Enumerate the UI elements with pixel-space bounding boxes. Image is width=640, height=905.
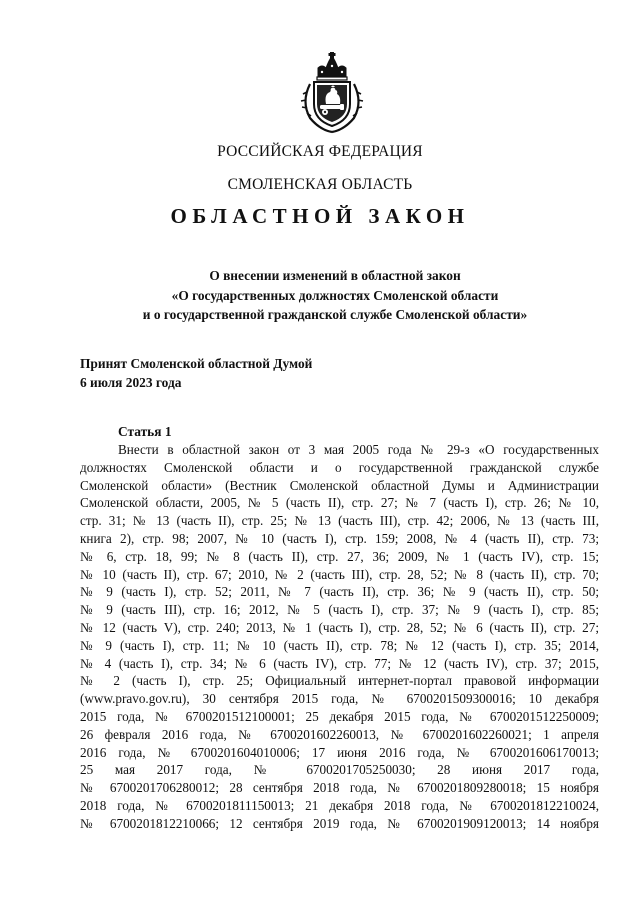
- region-heading: СМОЛЕНСКАЯ ОБЛАСТЬ: [227, 176, 413, 193]
- article-text-line: № 6, стр. 18, 99; № 8 (часть II), стр. 27, 36; 2009, № 1 (часть IV), стр. 15;: [80, 548, 599, 564]
- law-subject-line: «О государственных должностях Смоленской области: [171, 287, 499, 303]
- article-text-line: № 2 (часть I), стр. 25; Официальный интернет-портал правовой информации: [80, 673, 599, 689]
- article-text-line: 2015 года, № 6700201512100001; 25 декабря 2015 года, № 6700201512250009;: [80, 708, 599, 724]
- article-text-line: 25 мая 2017 года, № 6700201705250030; 28 июня 2017 года,: [80, 762, 599, 778]
- adoption-info: [80, 354, 312, 392]
- article-text-line: № 6700201706280012; 28 сентября 2018 года, № 6700201809280018; 15 ноября: [80, 780, 599, 796]
- law-subject-line: и о государственной гражданской службе Смоленской области»: [142, 307, 528, 322]
- article-text-line: должностях Смоленской области и о государственной гражданской службе: [80, 459, 599, 475]
- smolensk-coat-of-arms-icon: [298, 52, 366, 134]
- article-text-line: 2018 года, № 6700201811150013; 21 декабря 2018 года, № 6700201812210024,: [80, 797, 599, 813]
- article-text-line: (www.pravo.gov.ru), 30 сентября 2015 года, № 6700201509300016; 10 декабря: [80, 691, 599, 707]
- article-text-line: стр. 31; № 13 (часть II), стр. 25; № 13 (часть III), стр. 42; 2006, № 13 (часть III,: [80, 513, 599, 529]
- article-text-line: Смоленской области, 2005, № 5 (часть II), стр. 27; № 7 (часть I), стр. 26; № 10,: [80, 495, 599, 511]
- article-heading: Статья 1: [118, 424, 172, 439]
- article-text-line: № 6700201812210066; 12 сентября 2019 года, № 6700201909120013; 14 ноября: [80, 815, 599, 831]
- article-text-line: Смоленской области» (Вестник Смоленской областной Думы и Администрации: [80, 477, 599, 493]
- crown-icon: [317, 52, 347, 80]
- article-text-line: № 10 (часть II), стр. 67; 2010, № 2 (часть III), стр. 28, 52; № 8 (часть II), стр. 70;: [80, 566, 599, 582]
- document-type-title: ОБЛАСТНОЙ ЗАКОН: [170, 204, 470, 228]
- article-text-line: № 12 (часть V), стр. 240; 2013, № 1 (часть I), стр. 28, 52; № 6 (часть II), стр. 27;: [80, 619, 599, 635]
- article-text-line: книга 2), стр. 98; 2007, № 10 (часть I), стр. 159; 2008, № 4 (часть II), стр. 73;: [80, 530, 599, 546]
- law-subject-line: О внесении изменений в областной закон: [209, 268, 461, 283]
- law-subject: [40, 266, 630, 325]
- adoption-date: 6 июля 2023 года: [80, 375, 182, 390]
- article-text-line: 2016 года, № 6700201604010006; 17 июня 2016 года, № 6700201606170013;: [80, 744, 599, 760]
- article-text-line: № 9 (часть I), стр. 11; № 10 (часть II), стр. 78; № 12 (часть I), стр. 35; 2014,: [80, 637, 599, 653]
- article-text-line: № 9 (часть I), стр. 52; 2011, № 7 (часть II), стр. 36; № 9 (часть II), стр. 50;: [80, 584, 599, 600]
- article-text-line: № 4 (часть I), стр. 34; № 6 (часть IV), стр. 77; № 12 (часть IV), стр. 37; 2015,: [80, 655, 599, 671]
- article-body: [80, 441, 599, 833]
- article-text-line: № 9 (часть III), стр. 16; 2012, № 5 (часть I), стр. 37; № 9 (часть I), стр. 85;: [80, 602, 599, 618]
- adoption-body: Принят Смоленской областной Думой: [80, 356, 313, 371]
- article-text-line: 26 февраля 2016 года, № 6700201602260013, № 6700201602260021; 1 апреля: [80, 726, 599, 742]
- article-text-line: Внести в областной закон от 3 мая 2005 года № 29-з «О государственных: [118, 442, 599, 457]
- country-heading: РОССИЙСКАЯ ФЕДЕРАЦИЯ: [217, 143, 423, 160]
